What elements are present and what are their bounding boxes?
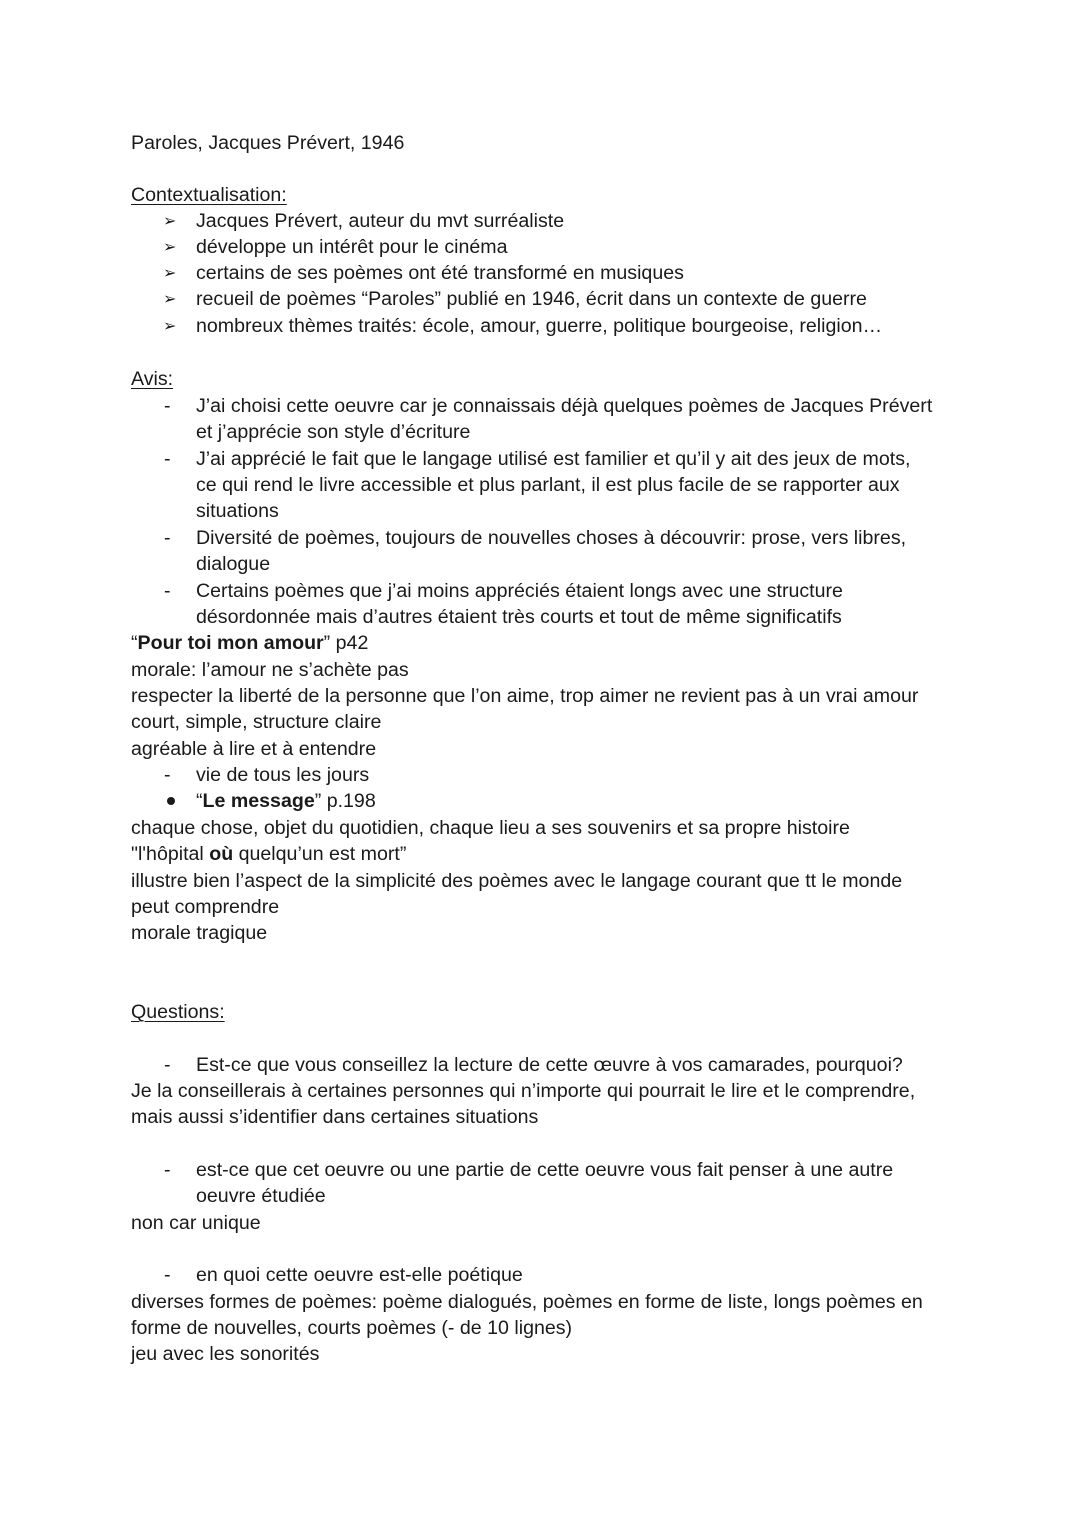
poem-note: court, simple, structure claire	[131, 711, 382, 733]
dash-bullet: -	[164, 1264, 171, 1286]
poem-page: p.198	[321, 790, 376, 812]
arrow-bullet-icon: ➢	[163, 265, 177, 282]
quote-text: "l'hôpital	[131, 843, 210, 865]
context-item: certains de ses poèmes ont été transformé en musiques	[196, 262, 684, 284]
poem-note: chaque chose, objet du quotidien, chaque lieu a ses souvenirs et sa propre histoire	[131, 817, 850, 839]
question-line: est-ce que cet oeuvre ou une partie de cette oeuvre vous fait penser à une autre	[196, 1159, 894, 1181]
poem-note: peut comprendre	[131, 896, 280, 918]
poem-dash-item: vie de tous les jours	[196, 764, 370, 786]
quote-text: quelqu’un est mort”	[233, 843, 407, 865]
context-heading: Contextualisation:	[131, 184, 287, 206]
arrow-bullet-icon: ➢	[163, 239, 177, 256]
dash-bullet: -	[164, 395, 171, 417]
answer-line: forme de nouvelles, courts poèmes (- de 10 lignes)	[131, 1317, 573, 1339]
open-quote: “	[196, 790, 203, 812]
question-line: en quoi cette oeuvre est-elle poétique	[196, 1264, 523, 1286]
poem-title: Pour toi mon amour	[137, 632, 324, 654]
dot-bullet-icon	[167, 797, 175, 805]
avis-heading: Avis:	[131, 368, 174, 390]
answer-line: mais aussi s’identifier dans certaines situations	[131, 1106, 539, 1128]
avis-item-line: situations	[196, 500, 279, 522]
poem-title: Le message	[202, 790, 315, 812]
avis-item-line: J’ai choisi cette oeuvre car je connaissais déjà quelques poèmes de Jacques Prévert	[196, 395, 933, 417]
arrow-bullet-icon: ➢	[163, 318, 177, 335]
dash-bullet: -	[164, 1054, 171, 1076]
close-quote: ”	[323, 632, 331, 654]
poem-note: morale tragique	[131, 922, 268, 944]
poem-note: morale: l’amour ne s’achète pas	[131, 659, 409, 681]
answer-line: Je la conseillerais à certaines personnes qui n’importe qui pourrait le lire et le comprendre,	[131, 1080, 916, 1102]
avis-item-line: désordonnée mais d’autres étaient très courts et tout de même significatifs	[196, 606, 842, 628]
context-item: développe un intérêt pour le cinéma	[196, 236, 508, 258]
poem-note: illustre bien l’aspect de la simplicité des poèmes avec le langage courant que tt le monde	[131, 870, 903, 892]
arrow-bullet-icon: ➢	[163, 291, 177, 308]
arrow-bullet-icon: ➢	[163, 213, 177, 230]
avis-item-line: J’ai apprécié le fait que le langage utilisé est familier et qu’il y ait des jeux de mots,	[196, 448, 911, 470]
quote-bold-word: où	[209, 843, 234, 865]
poem-title-line	[131, 630, 368, 656]
avis-item-line: Certains poèmes que j’ai moins appréciés étaient longs avec une structure	[196, 580, 843, 602]
avis-item-line: dialogue	[196, 553, 271, 575]
dash-bullet: -	[164, 1159, 171, 1181]
avis-item-line: et j’apprécie son style d’écriture	[196, 421, 471, 443]
dash-bullet: -	[164, 448, 171, 470]
open-quote: “	[131, 632, 138, 654]
question-line: Est-ce que vous conseillez la lecture de cette œuvre à vos camarades, pourquoi?	[196, 1054, 903, 1076]
poem-note: respecter la liberté de la personne que l’on aime, trop aimer ne revient pas à un vrai amour	[131, 685, 919, 707]
close-quote: ”	[314, 790, 322, 812]
answer-line: non car unique	[131, 1212, 261, 1234]
poem-title-line	[196, 788, 376, 814]
poem-page: p42	[330, 632, 369, 654]
answer-line: jeu avec les sonorités	[131, 1343, 320, 1365]
avis-item-line: ce qui rend le livre accessible et plus parlant, il est plus facile de se rapporter aux	[196, 474, 900, 496]
question-line: oeuvre étudiée	[196, 1185, 326, 1207]
context-item: recueil de poèmes “Paroles” publié en 1946, écrit dans un contexte de guerre	[196, 288, 867, 310]
document-title: Paroles, Jacques Prévert, 1946	[131, 132, 405, 154]
context-item: nombreux thèmes traités: école, amour, guerre, politique bourgeoise, religion…	[196, 315, 883, 337]
answer-line: diverses formes de poèmes: poème dialogués, poèmes en forme de liste, longs poèmes en	[131, 1291, 923, 1313]
dash-bullet: -	[164, 764, 171, 786]
dash-bullet: -	[164, 527, 171, 549]
context-item: Jacques Prévert, auteur du mvt surréaliste	[196, 210, 565, 232]
questions-heading: Questions:	[131, 1001, 225, 1023]
poem-quote	[131, 841, 406, 867]
dash-bullet: -	[164, 580, 171, 602]
avis-item-line: Diversité de poèmes, toujours de nouvelles choses à découvrir: prose, vers libres,	[196, 527, 907, 549]
poem-note: agréable à lire et à entendre	[131, 738, 377, 760]
